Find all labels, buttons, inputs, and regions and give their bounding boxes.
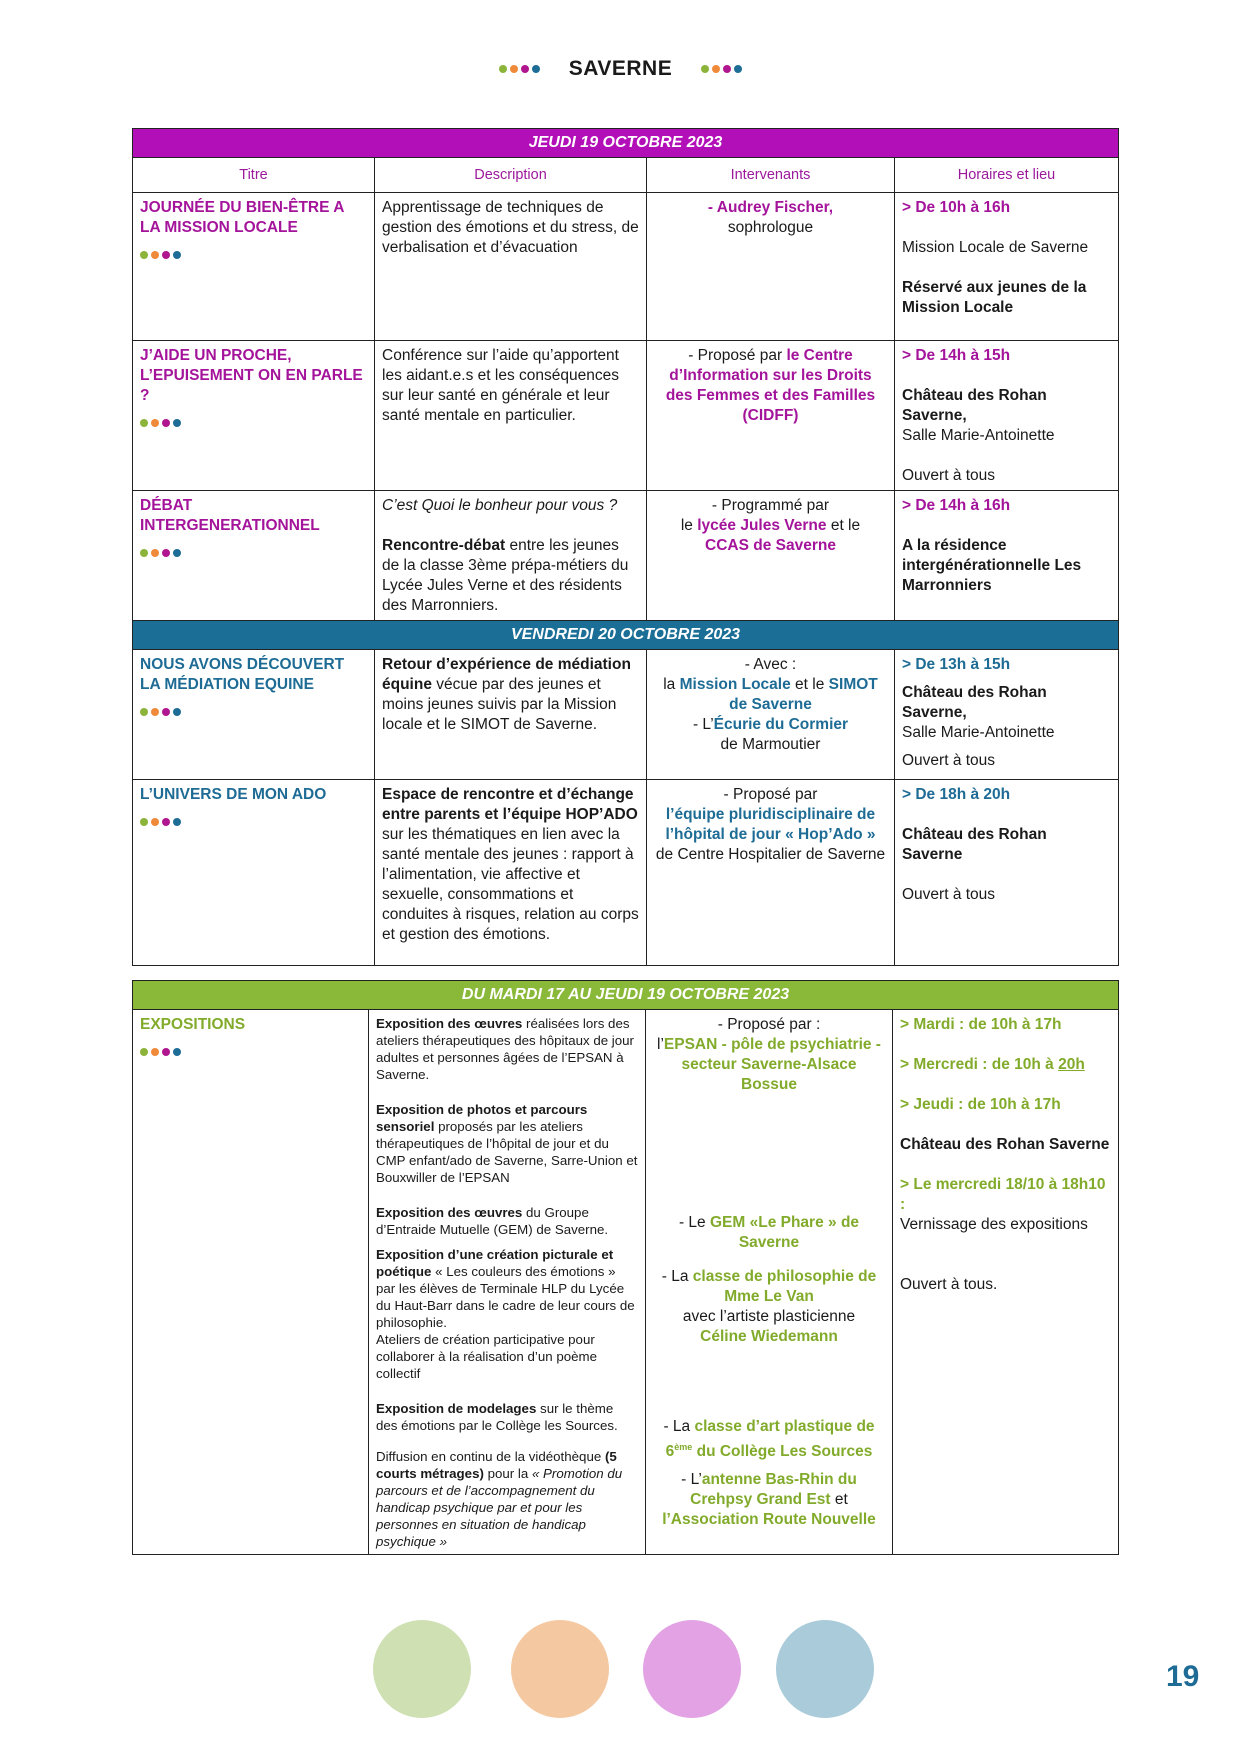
speaker-organisation: SIMOT de Saverne	[729, 676, 878, 713]
speaker-organisation: lycée Jules Verne	[697, 517, 827, 534]
event-note: Ouvert à tous	[902, 886, 996, 903]
event-place-room: Salle Marie-Antoinette	[902, 427, 1055, 444]
exhibitions-table	[132, 980, 1119, 1555]
table-row	[133, 1010, 1119, 1555]
event-note: Ouvert à tous.	[900, 1276, 998, 1293]
event-note: Ouvert à tous	[902, 752, 996, 769]
event-time: > Mardi : de 10h à 17h	[900, 1016, 1062, 1033]
speaker-organisation: antenne Bas-Rhin du Crehpsy Grand Est	[690, 1471, 857, 1509]
speaker-organisation: EPSAN - pôle de psychiatrie - secteur Saverne-Alsace Bossue	[663, 1036, 881, 1093]
table-row	[133, 341, 1119, 491]
exhibition-item	[376, 1015, 638, 1083]
speaker-text: de Marmoutier	[720, 736, 821, 753]
speaker-organisation: Écurie du Cormier	[713, 716, 849, 733]
exhibition-name: Exposition des œuvres	[376, 1205, 523, 1220]
exhibition-text: pour la	[487, 1466, 529, 1481]
event-format: Espace de rencontre et d’échange entre parents et l’équipe HOP’ADO	[382, 786, 638, 823]
speaker-text: - La	[663, 1418, 691, 1435]
dots-decoration	[140, 1048, 361, 1056]
program-table	[132, 128, 1119, 966]
speaker-name: - Audrey Fischer,	[707, 199, 834, 216]
event-title: EXPOSITIONS	[140, 1016, 246, 1033]
event-title: J’AIDE UN PROCHE, L’EPUISEMENT ON EN PARLE ?	[140, 347, 363, 404]
day-band-thursday: JEUDI 19 OCTOBRE 2023	[133, 129, 1119, 158]
event-place-name: Château des Rohan Saverne	[902, 826, 1047, 863]
exhibition-quote: « Promotion du parcours et de l’accompagnement du handicap psychique par et pour les personnes en situation de handicap psychique »	[376, 1466, 623, 1549]
speaker-organisation: classe de philosophie de Mme Le Van	[692, 1268, 877, 1305]
event-time: > De 18h à 20h	[902, 786, 1011, 803]
speaker-text: avec l’artiste plasticienne	[682, 1308, 856, 1325]
speaker-organisation: GEM «Le Phare » de Saverne	[710, 1214, 860, 1251]
event-place-name: A la résidence intergénérationnelle Les Marronniers	[902, 537, 1082, 594]
event-description: vécue par des jeunes et moins jeunes suivis par la Mission locale et le SIMOT de Saverne.	[382, 676, 617, 733]
event-description: entre les jeunes de la classe 3ème prépa-métiers du Lycée Jules Verne et des résidents des Marronniers.	[382, 537, 629, 614]
event-time: > De 14h à 16h	[902, 497, 1011, 514]
speaker-organisation: l’Association Route Nouvelle	[662, 1511, 876, 1529]
event-note: Ouvert à tous	[902, 467, 996, 484]
speaker-text: et le	[795, 676, 825, 693]
event-title: L’UNIVERS DE MON ADO	[140, 786, 327, 803]
event-format: Retour d’expérience de médiation équine	[382, 656, 631, 693]
decorative-circle-pink	[643, 1620, 741, 1718]
event-note: Vernissage des expositions	[900, 1216, 1088, 1233]
event-place: Mission Locale de Saverne	[902, 239, 1089, 256]
speaker-text: le	[680, 517, 693, 534]
event-description: sur les thématiques en lien avec la santé mentale des jeunes : rapport à l’alimentation, vie affective et sexuelle, consommations et conduites à risques, relation au corps et gestion des émotions.	[382, 826, 639, 943]
exhibition-text: Diffusion en continu de la vidéothèque	[376, 1449, 602, 1464]
page-header	[0, 57, 1241, 81]
exhibition-item	[376, 1101, 638, 1186]
event-time: > Mercredi : de 10h à 20h	[900, 1056, 1085, 1073]
exhibition-text: « Les couleurs des émotions » par les élèves de Terminale HLP du Lycée du Haut-Barr dans le cadre de leur cours de philosophie.	[376, 1264, 635, 1330]
event-time: > De 14h à 15h	[902, 347, 1011, 364]
dots-decoration	[140, 419, 367, 427]
speaker-text: la	[663, 676, 676, 693]
event-place-name: Château des Rohan Saverne,	[902, 684, 1047, 721]
speaker-organisation: classe d’art plastique de 6	[665, 1418, 875, 1461]
event-title: DÉBAT INTERGENERATIONNEL	[140, 497, 320, 534]
speaker-intro: - Programmé par	[711, 497, 830, 514]
exhibition-text: sur le thème des émotions par le Collège les Sources.	[376, 1401, 618, 1433]
exhibition-name: Exposition de modelages	[376, 1401, 537, 1416]
event-place-name: Château des Rohan Saverne,	[902, 387, 1047, 424]
speaker-intro: - Proposé par	[723, 786, 818, 803]
dots-decoration	[140, 818, 367, 826]
speaker-text: de Centre Hospitalier de Saverne	[655, 846, 886, 863]
column-header-description: Description	[375, 158, 647, 193]
exhibition-text: du Groupe d’Entraide Mutuelle (GEM) de Saverne.	[376, 1205, 609, 1237]
exhibition-name: (5 courts métrages)	[376, 1449, 617, 1481]
event-time: > De 10h à 16h	[902, 199, 1011, 216]
exhibition-name: Exposition des œuvres	[376, 1016, 523, 1031]
decorative-circle-orange	[511, 1620, 609, 1718]
table-row	[133, 193, 1119, 341]
header-dots-left	[499, 65, 540, 73]
exhibition-text: Ateliers de création participative pour collaborer à la réalisation d’un poème collectif	[376, 1332, 598, 1381]
speaker-organisation: Mission Locale	[679, 676, 791, 693]
dots-decoration	[140, 708, 367, 716]
speaker-text: et le	[830, 517, 861, 534]
event-format: Rencontre-débat	[382, 537, 506, 554]
event-description: Conférence sur l’aide qu’apportent les aidant.e.s et les conséquences sur leur santé en générale et leur santé mentale en particulier.	[382, 347, 619, 424]
speaker-intro: - Proposé par :	[717, 1016, 821, 1033]
speaker-text: - L’	[692, 716, 714, 733]
speaker-organisation: l’équipe pluridisciplinaire de l’hôpital de jour « Hop’Ado »	[665, 806, 876, 843]
event-time: > Le mercredi 18/10 à 18h10 :	[900, 1176, 1106, 1213]
column-header-title: Titre	[133, 158, 375, 193]
table-row	[133, 780, 1119, 966]
column-header-schedule: Horaires et lieu	[895, 158, 1119, 193]
column-header-speakers: Intervenants	[647, 158, 895, 193]
dots-decoration	[140, 549, 367, 557]
event-title: NOUS AVONS DÉCOUVERT LA MÉDIATION EQUINE	[140, 656, 345, 693]
speaker-organisation: du Collège Les Sources	[696, 1443, 873, 1461]
event-place-room: Salle Marie-Antoinette	[902, 724, 1055, 741]
speaker-organisation: CCAS de Saverne	[705, 537, 836, 554]
exhibition-text: proposés par les ateliers thérapeutiques de l’hôpital de jour et du CMP enfant/ado de Saverne, Sarre-Union et Bouxwiller de l’EPSAN	[376, 1119, 638, 1185]
event-time: > Jeudi : de 10h à 17h	[900, 1096, 1061, 1113]
page-number: 19	[1166, 1660, 1200, 1693]
speaker-text: - Le	[678, 1214, 706, 1231]
superscript: ème	[674, 1442, 693, 1452]
exhibition-name: Exposition d’une création picturale et poétique	[376, 1247, 614, 1279]
exhibition-item	[376, 1246, 638, 1331]
dots-decoration	[140, 251, 367, 259]
decorative-circle-green	[373, 1620, 471, 1718]
table-row	[133, 491, 1119, 621]
day-band-friday: VENDREDI 20 OCTOBRE 2023	[133, 621, 1119, 650]
event-question: C’est Quoi le bonheur pour vous ?	[382, 497, 618, 514]
speaker-name: Céline Wiedemann	[700, 1328, 838, 1345]
speaker-text: - L’	[681, 1471, 702, 1489]
speaker-intro: - Avec :	[744, 656, 797, 673]
speaker-text: et	[834, 1491, 848, 1509]
exhibition-item	[376, 1400, 638, 1434]
decorative-circle-blue	[776, 1620, 874, 1718]
exhibition-name: Exposition de photos et parcours sensoriel	[376, 1102, 588, 1134]
exhibition-item	[376, 1204, 638, 1238]
exhibition-text: réalisées lors des ateliers thérapeutiques des hôpitaux de jour adultes et personnes âgées de l’EPSAN à Saverne.	[376, 1016, 634, 1082]
event-time: > De 13h à 15h	[902, 656, 1011, 673]
exhibition-item	[376, 1448, 638, 1550]
page-title: SAVERNE	[568, 57, 673, 80]
day-band-exhibitions: DU MARDI 17 AU JEUDI 19 OCTOBRE 2023	[133, 981, 1119, 1010]
event-description: Apprentissage de techniques de gestion des émotions et du stress, de verbalisation et d’évacuation	[382, 199, 639, 256]
table-row	[133, 650, 1119, 780]
speaker-role: sophrologue	[727, 219, 814, 236]
speaker-text: l’	[657, 1036, 664, 1053]
speaker-organisation: le Centre d’Information sur les Droits des Femmes et des Familles (CIDFF)	[665, 347, 876, 424]
event-note: Réservé aux jeunes de la Mission Locale	[902, 279, 1087, 316]
column-headers	[133, 158, 1119, 193]
speaker-intro: - Proposé par	[688, 347, 783, 364]
speaker-text: - La	[661, 1268, 689, 1285]
header-dots-right	[701, 65, 742, 73]
event-title: JOURNÉE DU BIEN-ÊTRE A LA MISSION LOCALE	[140, 199, 344, 236]
event-place-name: Château des Rohan Saverne	[900, 1136, 1110, 1153]
